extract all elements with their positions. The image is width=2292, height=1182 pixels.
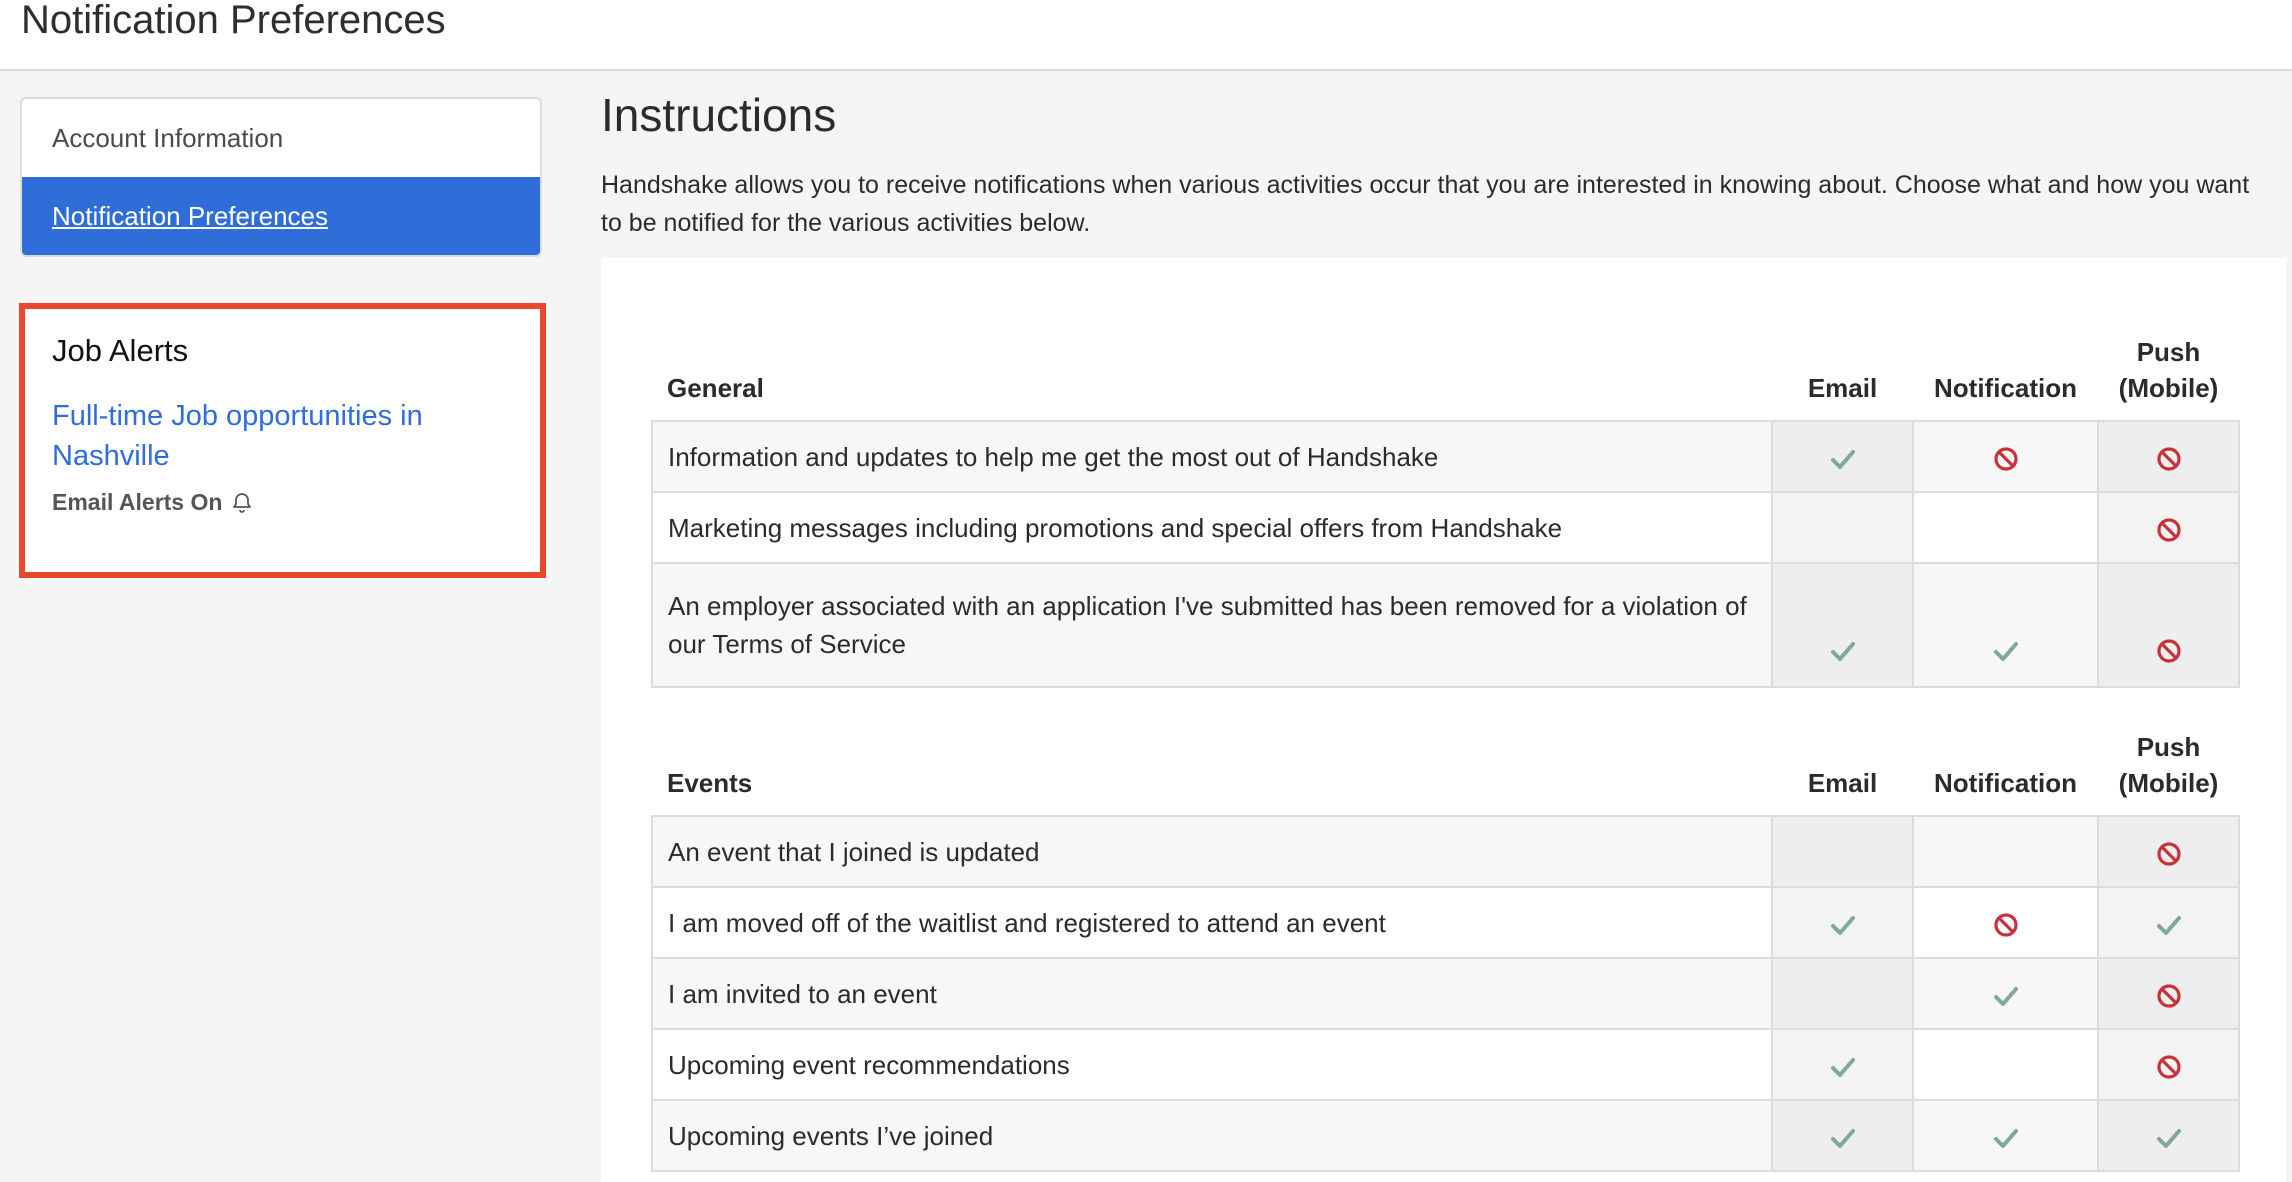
table-row: [652, 887, 2239, 958]
job-alerts-card: [19, 303, 546, 578]
notification-cell[interactable]: [1913, 1100, 2098, 1171]
column-header-email: Email: [1807, 768, 1878, 798]
email-cell[interactable]: [1772, 1100, 1913, 1171]
row-label: Information and updates to help me get the most out of Handshake: [652, 421, 1772, 492]
check-icon: [1992, 637, 2020, 665]
notification-cell[interactable]: [1913, 887, 2098, 958]
row-label: Marketing messages including promotions and special offers from Handshake: [652, 492, 1772, 563]
job-alerts-title: Job Alerts: [52, 333, 189, 368]
table-row: [652, 816, 2239, 887]
instructions-text: Handshake allows you to receive notifications when various activities occur that you are interested in knowing about. Choose what and how you want to be notified for the various activities below.: [601, 171, 2250, 237]
table-row: [652, 563, 2239, 687]
push-cell[interactable]: [2098, 816, 2239, 887]
check-icon: [1829, 445, 1857, 473]
check-icon: [1829, 911, 1857, 939]
check-icon: [2155, 911, 2183, 939]
push-cell[interactable]: [2098, 1100, 2239, 1171]
settings-sidebar: [20, 97, 542, 257]
email-alerts-status-label: Email Alerts On: [52, 489, 223, 515]
blocked-icon: [2155, 516, 2183, 544]
email-cell[interactable]: [1772, 816, 1913, 887]
column-header-push-line1: Push: [2136, 337, 2201, 367]
blocked-icon: [2155, 445, 2183, 473]
check-icon: [1829, 1124, 1857, 1152]
check-icon: [1829, 637, 1857, 665]
row-label: Upcoming event recommendations: [652, 1029, 1772, 1100]
email-alerts-status: [52, 489, 254, 516]
preferences-panel: [601, 258, 2286, 1182]
blocked-icon: [2155, 637, 2183, 665]
row-label: An employer associated with an application I've submitted has been removed for a violation of our Terms of Service: [652, 563, 1772, 687]
column-header-notification: Notification: [1934, 768, 2077, 798]
email-cell[interactable]: [1772, 563, 1913, 687]
column-header-push: [2098, 320, 2239, 421]
check-icon: [1992, 982, 2020, 1010]
blocked-icon: [2155, 1053, 2183, 1081]
job-alert-link[interactable]: Full-time Job opportunities in Nashville: [52, 400, 423, 472]
notification-cell[interactable]: [1913, 563, 2098, 687]
push-cell[interactable]: [2098, 563, 2239, 687]
email-cell[interactable]: [1772, 887, 1913, 958]
table-row: [652, 958, 2239, 1029]
email-cell[interactable]: [1772, 1029, 1913, 1100]
row-label: I am moved off of the waitlist and registered to attend an event: [652, 887, 1772, 958]
email-cell[interactable]: [1772, 958, 1913, 1029]
check-icon: [2155, 1124, 2183, 1152]
table-row: [652, 1100, 2239, 1171]
column-header-notification: Notification: [1934, 373, 2077, 403]
column-header-email: Email: [1807, 373, 1878, 403]
blocked-icon: [1992, 445, 2020, 473]
push-cell[interactable]: [2098, 492, 2239, 563]
push-cell[interactable]: [2098, 1029, 2239, 1100]
notification-cell[interactable]: [1913, 492, 2098, 563]
push-cell[interactable]: [2098, 958, 2239, 1029]
column-header-push-line1: Push: [2136, 732, 2201, 762]
blocked-icon: [1992, 911, 2020, 939]
notification-cell[interactable]: [1913, 958, 2098, 1029]
blocked-icon: [2155, 840, 2183, 868]
table-row: [652, 492, 2239, 563]
email-cell[interactable]: [1772, 492, 1913, 563]
push-cell[interactable]: [2098, 887, 2239, 958]
bell-icon: [230, 491, 254, 515]
general-preferences-table: [651, 320, 2240, 688]
row-label: I am invited to an event: [652, 958, 1772, 1029]
sidebar-item-notification-preferences[interactable]: Notification Preferences: [22, 177, 540, 255]
top-bar: [0, 0, 2292, 71]
section-title-general: General: [667, 373, 764, 403]
events-preferences-table: [651, 715, 2240, 1172]
table-row: [652, 421, 2239, 492]
section-title-events: Events: [667, 768, 753, 798]
row-label: Upcoming events I’ve joined: [652, 1100, 1772, 1171]
column-header-push-line2: (Mobile): [2118, 373, 2219, 403]
push-cell[interactable]: [2098, 421, 2239, 492]
notification-cell[interactable]: [1913, 1029, 2098, 1100]
page-title: Notification Preferences: [21, 0, 446, 42]
table-row: [652, 1029, 2239, 1100]
sidebar-item-account-information[interactable]: Account Information: [52, 123, 284, 153]
blocked-icon: [2155, 982, 2183, 1010]
notification-cell[interactable]: [1913, 421, 2098, 492]
email-cell[interactable]: [1772, 421, 1913, 492]
notification-cell[interactable]: [1913, 816, 2098, 887]
column-header-push: [2098, 715, 2239, 816]
check-icon: [1829, 1053, 1857, 1081]
check-icon: [1992, 1124, 2020, 1152]
column-header-push-line2: (Mobile): [2118, 768, 2219, 798]
instructions-title: Instructions: [601, 89, 837, 141]
row-label: An event that I joined is updated: [652, 816, 1772, 887]
